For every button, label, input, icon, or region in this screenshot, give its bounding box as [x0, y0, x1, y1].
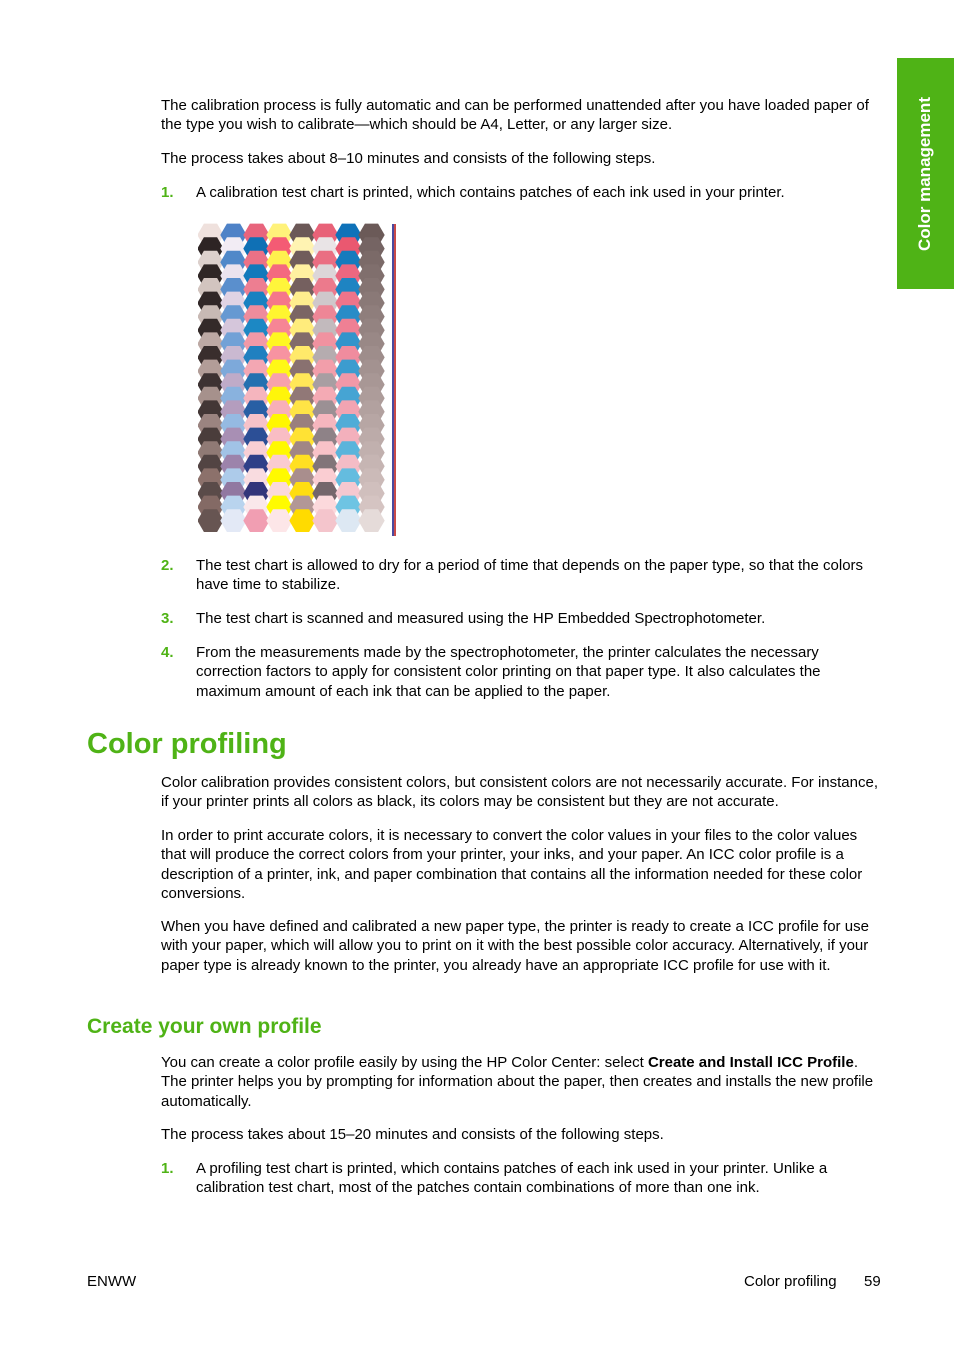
create-profile-paragraph-1 — [161, 1053, 883, 1111]
subsection-heading: Create your own profile — [87, 1015, 322, 1038]
text-run: . The printer helps you by prompting for information about the paper, then creates and installs the new profile automatically. — [161, 1054, 874, 1110]
intro-paragraph-2: The process takes about 8–10 minutes and consists of the following steps. — [161, 150, 656, 167]
step-text: A calibration test chart is printed, which contains patches of each ink used in your printer. — [196, 184, 785, 201]
calibration-test-chart — [198, 222, 400, 538]
text-run: You can create a color profile easily by using the HP Color Center: select — [161, 1054, 648, 1071]
profiling-paragraph-2: In order to print accurate colors, it is necessary to convert the color values in your files to the color values that will produce the correct colors from your printer, your inks, and your paper. An ICC color profile is a description of a printer, ink, and paper combination that contains all the information needed for these color conversions. — [161, 827, 863, 902]
chart-edge-strip — [394, 224, 396, 536]
step-text: The test chart is scanned and measured using the HP Embedded Spectrophotometer. — [196, 610, 766, 627]
step-number: 1. — [161, 184, 174, 201]
step-text: The test chart is allowed to dry for a period of time that depends on the paper type, so that the colors have time to stabilize. — [196, 557, 864, 594]
profiling-paragraph-1: Color calibration provides consistent colors, but consistent colors are not necessarily accurate. For instance, if your printer prints all colors as black, its colors may be consistent but they are not accurate. — [161, 774, 879, 811]
step-text: From the measurements made by the spectrophotometer, the printer calculates the necessary correction factors to apply for consistent color printing on that paper type. It also calculates the maximum amount of each ink that can be applied to the paper. — [196, 644, 821, 700]
side-tab-label: Color management — [915, 97, 934, 251]
step-number: 1. — [161, 1160, 174, 1177]
step-text: A profiling test chart is printed, which contains patches of each ink used in your printer. Unlike a calibration test chart, most of the patches contain combinations of more than one ink. — [196, 1160, 828, 1197]
footer-section: Color profiling — [744, 1273, 837, 1290]
profiling-paragraph-3: When you have defined and calibrated a new paper type, the printer is ready to create a ICC profile for use with your paper, which will allow you to print on it with the best possible color accuracy. Alternatively, if your paper type is already known to the printer, you already have an appropriate ICC profile for use with it. — [161, 918, 869, 974]
step-number: 3. — [161, 610, 174, 627]
footer-page-number: 59 — [864, 1273, 881, 1290]
side-tab — [897, 58, 954, 289]
intro-paragraph-1: The calibration process is fully automatic and can be performed unattended after you have loaded paper of the type you wish to calibrate—which should be A4, Letter, or any larger size. — [161, 97, 869, 134]
section-heading: Color profiling — [87, 728, 287, 760]
step-number: 2. — [161, 557, 174, 574]
create-profile-paragraph-2: The process takes about 15–20 minutes and consists of the following steps. — [161, 1126, 664, 1143]
chart-edge-strip — [392, 224, 394, 536]
step-number: 4. — [161, 644, 174, 661]
footer-left: ENWW — [87, 1273, 137, 1290]
menu-option-name: Create and Install ICC Profile — [647, 1054, 854, 1071]
